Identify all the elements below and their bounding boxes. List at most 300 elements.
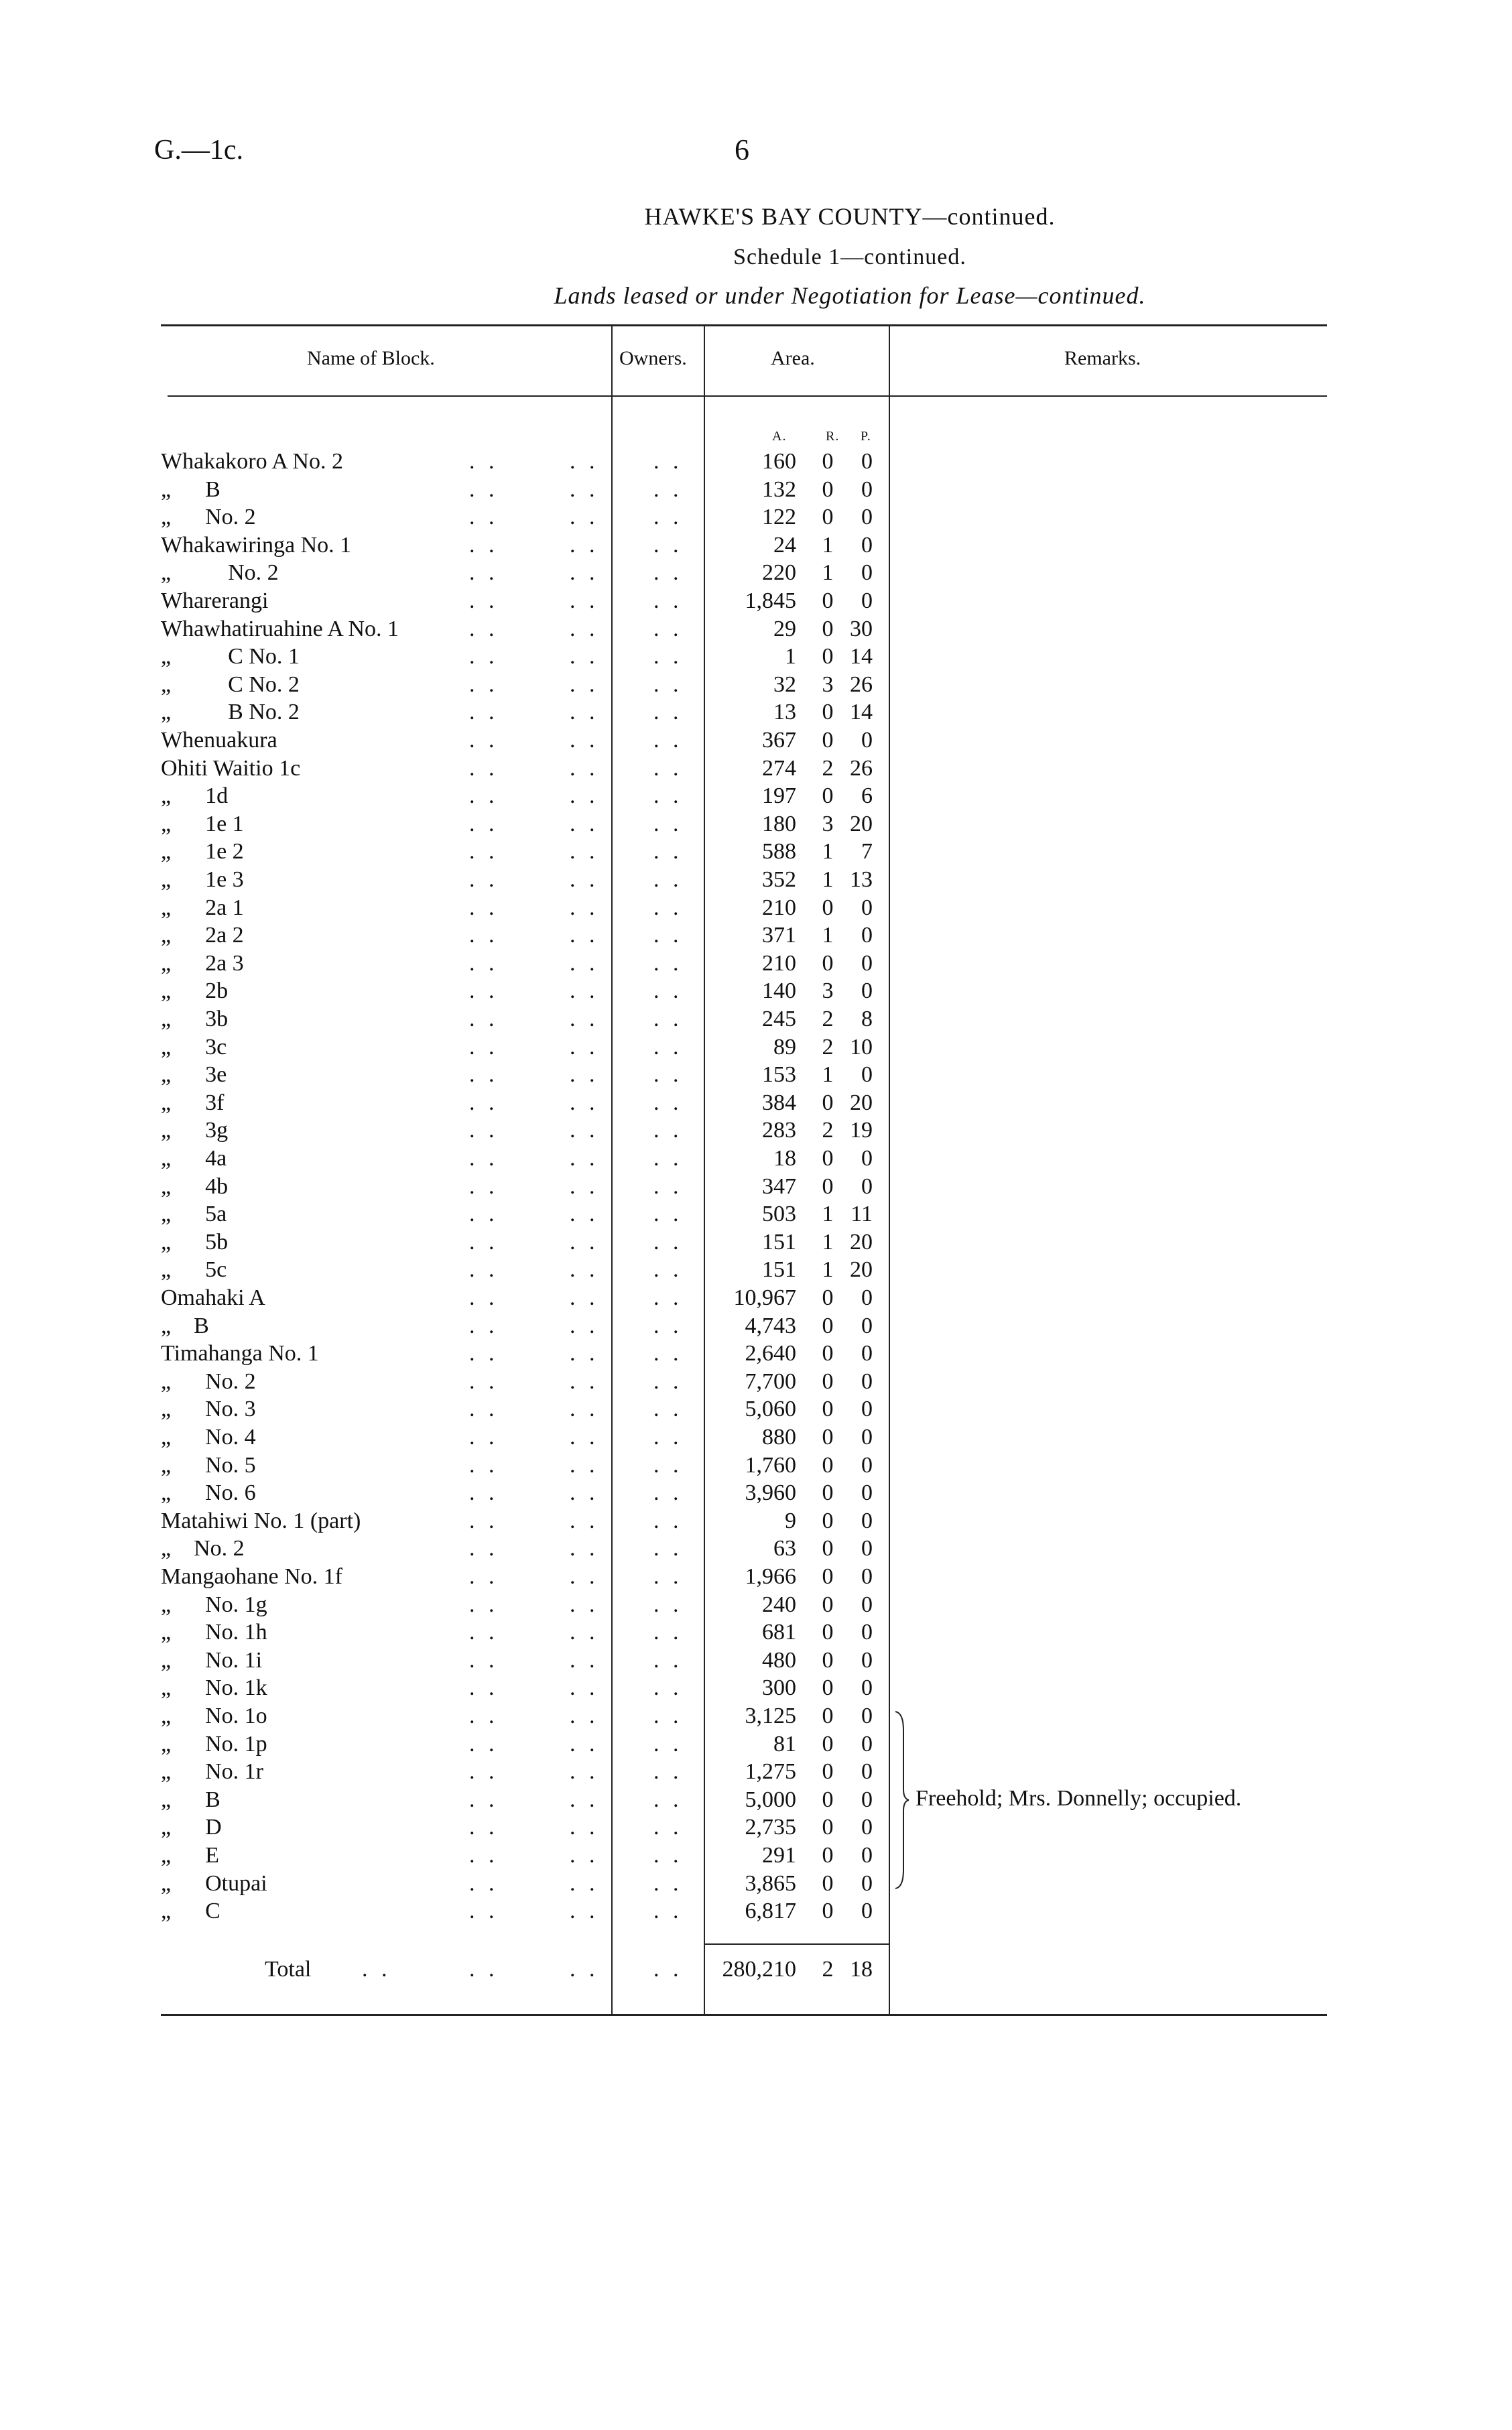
leader-dots: . . xyxy=(469,1368,499,1394)
leader-dots: . . xyxy=(570,1034,599,1060)
perches-value: 0 xyxy=(861,1425,873,1450)
leader-dots: . . xyxy=(570,811,599,836)
leader-dots: . . xyxy=(653,616,683,641)
block-name: „ 5a xyxy=(161,1202,227,1227)
leader-dots: . . xyxy=(653,1313,683,1338)
perches-value: 0 xyxy=(861,1899,873,1924)
roods-value: 0 xyxy=(822,505,834,530)
block-name: „ 2a 3 xyxy=(161,950,244,976)
leader-dots: . . xyxy=(653,700,683,725)
perches-value: 0 xyxy=(861,449,873,474)
leader-dots: . . xyxy=(469,616,499,641)
acres-value: 151 xyxy=(762,1257,796,1283)
leader-dots: . . xyxy=(570,1592,599,1617)
block-name: „ C xyxy=(161,1899,220,1924)
perches-value: 0 xyxy=(861,1759,873,1785)
leader-dots: . . xyxy=(570,1425,599,1450)
leader-dots: . . xyxy=(469,1870,499,1896)
table-row xyxy=(0,1732,1512,1760)
table-row xyxy=(0,700,1512,728)
perches-value: 0 xyxy=(861,1704,873,1728)
leader-dots: . . xyxy=(653,644,683,669)
table-row xyxy=(0,1453,1512,1481)
block-name: Whenuakura xyxy=(161,728,277,753)
leader-dots: . . xyxy=(570,644,599,669)
leader-dots: . . xyxy=(653,1368,683,1394)
roods-value: 0 xyxy=(822,1647,834,1673)
perches-subheader: P. xyxy=(861,429,871,444)
roods-value: 3 xyxy=(822,672,834,697)
acres-value: 3,960 xyxy=(745,1480,796,1506)
acres-value: 3,125 xyxy=(745,1704,796,1728)
leader-dots: . . xyxy=(469,1759,499,1785)
perches-value: 0 xyxy=(861,1536,873,1561)
leader-dots: . . xyxy=(570,895,599,920)
roods-value: 0 xyxy=(822,1480,834,1506)
roods-value: 1 xyxy=(822,1257,834,1283)
leader-dots: . . xyxy=(469,1007,499,1031)
block-name: Whakakoro A No. 2 xyxy=(161,449,343,474)
table-row xyxy=(0,812,1512,840)
roods-value: 0 xyxy=(822,700,834,725)
leader-dots: . . xyxy=(570,1731,599,1756)
table-row xyxy=(0,1480,1512,1509)
roods-value: 2 xyxy=(822,755,834,781)
perches-value: 0 xyxy=(861,588,873,613)
acres-value: 588 xyxy=(762,839,796,865)
table-row xyxy=(0,1425,1512,1453)
block-name: Whawhatiruahine A No. 1 xyxy=(161,616,399,641)
leader-dots: . . xyxy=(653,1257,683,1283)
leader-dots: . . xyxy=(469,1341,499,1366)
leader-dots: . . xyxy=(653,1146,683,1171)
leader-dots: . . xyxy=(469,505,499,530)
leader-dots: . . xyxy=(469,1843,499,1868)
leader-dots: . . xyxy=(653,1787,683,1812)
table-row xyxy=(0,672,1512,700)
perches-value: 30 xyxy=(850,616,873,641)
leader-dots: . . xyxy=(469,1731,499,1756)
block-name: Matahiwi No. 1 (part) xyxy=(161,1508,361,1533)
table-row xyxy=(0,783,1512,812)
block-name: „ No. 2 xyxy=(161,1368,256,1394)
acres-value: 1,760 xyxy=(745,1452,796,1478)
leader-dots: . . xyxy=(570,1536,599,1561)
leader-dots: . . xyxy=(469,1899,499,1924)
leader-dots: . . xyxy=(653,1620,683,1645)
acres-value: 2,735 xyxy=(745,1815,796,1840)
acres-value: 274 xyxy=(762,755,796,781)
perches-value: 20 xyxy=(850,1229,873,1255)
roods-value: 0 xyxy=(822,1620,834,1645)
acres-value: 81 xyxy=(773,1731,796,1756)
leader-dots: . . xyxy=(570,1620,599,1645)
leader-dots: . . xyxy=(469,1173,499,1199)
total-top-rule xyxy=(704,1943,890,1945)
roods-value: 0 xyxy=(822,1536,834,1561)
leader-dots: . . xyxy=(469,867,499,892)
leader-dots: . . xyxy=(653,1564,683,1589)
table-row xyxy=(0,1509,1512,1537)
roods-value: 0 xyxy=(822,1731,834,1756)
perches-value: 0 xyxy=(861,1173,873,1199)
acres-value: 5,000 xyxy=(745,1787,796,1812)
roods-value: 0 xyxy=(822,728,834,753)
leader-dots: . . xyxy=(570,1146,599,1171)
table-row xyxy=(0,1090,1512,1118)
table-row xyxy=(0,1815,1512,1843)
leader-dots: . . xyxy=(570,560,599,586)
perches-value: 0 xyxy=(861,1480,873,1506)
block-name: „ No. 1p xyxy=(161,1731,267,1756)
table-row xyxy=(0,978,1512,1007)
leader-dots: . . xyxy=(570,728,599,753)
perches-value: 0 xyxy=(861,1341,873,1366)
leader-dots: . . xyxy=(469,1787,499,1812)
perches-value: 14 xyxy=(850,700,873,725)
table-row xyxy=(0,1759,1512,1787)
leader-dots: . . xyxy=(570,1480,599,1506)
perches-value: 0 xyxy=(861,1787,873,1812)
leader-dots: . . xyxy=(653,1007,683,1031)
leader-dots: . . xyxy=(570,476,599,502)
leader-dots: . . xyxy=(469,950,499,976)
leader-dots: . . xyxy=(570,783,599,809)
block-name: „ No. 1h xyxy=(161,1620,267,1645)
acres-value: 503 xyxy=(762,1202,796,1227)
acres-value: 4,743 xyxy=(745,1313,796,1338)
perches-value: 0 xyxy=(861,1508,873,1533)
block-name: „ No. 1g xyxy=(161,1592,267,1617)
leader-dots: . . xyxy=(469,1508,499,1533)
leader-dots: . . xyxy=(653,867,683,892)
leader-dots: . . xyxy=(570,1452,599,1478)
block-name: „ 2a 1 xyxy=(161,895,244,920)
perches-value: 11 xyxy=(850,1202,873,1227)
leader-dots: . . xyxy=(570,867,599,892)
acres-value: 1,966 xyxy=(745,1564,796,1589)
acres-value: 63 xyxy=(773,1536,796,1561)
leader-dots: . . xyxy=(570,1870,599,1896)
roods-value: 0 xyxy=(822,783,834,809)
block-name: „ No. 3 xyxy=(161,1397,256,1422)
roods-value: 1 xyxy=(822,560,834,586)
roods-value: 0 xyxy=(822,588,834,613)
leader-dots: . . xyxy=(469,978,499,1004)
acres-value: 13 xyxy=(773,700,796,725)
table-row xyxy=(0,1704,1512,1732)
leader-dots: . . xyxy=(469,476,499,502)
leader-dots: . . xyxy=(570,1843,599,1868)
table-row xyxy=(0,1620,1512,1648)
total-dots: . . xyxy=(362,1957,391,1982)
total-perches: 18 xyxy=(850,1957,873,1982)
block-name: Timahanga No. 1 xyxy=(161,1341,319,1366)
leader-dots: . . xyxy=(570,1647,599,1673)
acres-value: 32 xyxy=(773,672,796,697)
table-row xyxy=(0,1397,1512,1425)
block-name: „ No. 2 xyxy=(161,560,279,586)
owners-column-header: Owners. xyxy=(619,347,687,369)
table-row xyxy=(0,1146,1512,1174)
roods-value: 0 xyxy=(822,1285,834,1310)
roods-value: 0 xyxy=(822,616,834,641)
leader-dots: . . xyxy=(469,1313,499,1338)
document-reference: G.—1c. xyxy=(154,135,243,166)
acres-value: 291 xyxy=(762,1843,796,1868)
leader-dots: . . xyxy=(469,839,499,865)
perches-value: 0 xyxy=(861,476,873,502)
acres-subheader: A. xyxy=(772,429,787,444)
block-name: „ No. 6 xyxy=(161,1480,256,1506)
leader-dots: . . xyxy=(469,1704,499,1728)
perches-value: 20 xyxy=(850,811,873,836)
total-acres: 280,210 xyxy=(722,1957,796,1982)
table-row xyxy=(0,1787,1512,1815)
perches-value: 0 xyxy=(861,1397,873,1422)
block-name: „ No. 1i xyxy=(161,1647,263,1673)
leader-dots: . . xyxy=(469,532,499,558)
block-name: Mangaohane No. 1f xyxy=(161,1564,342,1589)
roods-value: 0 xyxy=(822,1313,834,1338)
perches-value: 0 xyxy=(861,728,873,753)
acres-value: 3,865 xyxy=(745,1870,796,1896)
leader-dots: . . xyxy=(570,1285,599,1310)
table-row xyxy=(0,1871,1512,1899)
perches-value: 0 xyxy=(861,950,873,976)
leader-dots: . . xyxy=(653,1425,683,1450)
schedule-title: Schedule 1—continued. xyxy=(733,245,966,269)
acres-value: 1,275 xyxy=(745,1759,796,1785)
leader-dots: . . xyxy=(653,1341,683,1366)
county-title: HAWKE'S BAY COUNTY—continued. xyxy=(644,203,1056,230)
acres-value: 160 xyxy=(762,449,796,474)
perches-value: 0 xyxy=(861,1870,873,1896)
table-row xyxy=(0,533,1512,561)
block-name: „ 1e 1 xyxy=(161,811,244,836)
leader-dots: . . xyxy=(653,1899,683,1924)
acres-value: 24 xyxy=(773,532,796,558)
leader-dots: . . xyxy=(653,1592,683,1617)
roods-value: 0 xyxy=(822,1173,834,1199)
perches-value: 0 xyxy=(861,1647,873,1673)
acres-value: 122 xyxy=(762,505,796,530)
area-column-header: Area. xyxy=(771,347,815,369)
roods-value: 1 xyxy=(822,1229,834,1255)
block-name: „ D xyxy=(161,1815,222,1840)
leader-dots: . . xyxy=(570,505,599,530)
leader-dots: . . xyxy=(570,1397,599,1422)
perches-value: 0 xyxy=(861,1731,873,1756)
perches-value: 0 xyxy=(861,505,873,530)
table-row xyxy=(0,951,1512,979)
leader-dots: . . xyxy=(469,449,499,474)
roods-value: 3 xyxy=(822,811,834,836)
roods-value: 0 xyxy=(822,449,834,474)
leader-dots: . . xyxy=(469,1592,499,1617)
name-column-header: Name of Block. xyxy=(307,347,435,369)
table-row xyxy=(0,923,1512,951)
leader-dots: . . xyxy=(469,1229,499,1255)
leader-dots: . . xyxy=(570,950,599,976)
leader-dots: . . xyxy=(653,1229,683,1255)
acres-value: 352 xyxy=(762,867,796,892)
block-name: „ B No. 2 xyxy=(161,700,300,725)
table-row xyxy=(0,1648,1512,1676)
roods-value: 2 xyxy=(822,1007,834,1031)
leader-dots: . . xyxy=(653,560,683,586)
leader-dots: . . xyxy=(469,672,499,697)
leader-dots: . . xyxy=(653,449,683,474)
perches-value: 0 xyxy=(861,532,873,558)
leader-dots: . . xyxy=(570,1704,599,1728)
roods-value: 0 xyxy=(822,1564,834,1589)
acres-value: 367 xyxy=(762,728,796,753)
page-number: 6 xyxy=(735,133,749,166)
block-name: „ B xyxy=(161,1313,209,1338)
leader-dots: . . xyxy=(570,1313,599,1338)
block-name: Ohiti Waitio 1c xyxy=(161,755,301,781)
leader-dots: . . xyxy=(653,1285,683,1310)
block-name: „ 5b xyxy=(161,1229,229,1255)
block-name: „ E xyxy=(161,1843,219,1868)
leader-dots: . . xyxy=(469,1285,499,1310)
acres-value: 18 xyxy=(773,1146,796,1171)
acres-value: 7,700 xyxy=(745,1368,796,1394)
acres-value: 245 xyxy=(762,1007,796,1031)
table-row xyxy=(0,1314,1512,1342)
acres-value: 29 xyxy=(773,616,796,641)
leader-dots: . . xyxy=(570,672,599,697)
roods-value: 0 xyxy=(822,1675,834,1701)
table-row xyxy=(0,505,1512,533)
perches-value: 0 xyxy=(861,1452,873,1478)
leader-dots: . . xyxy=(653,1090,683,1115)
block-name: „ 4a xyxy=(161,1146,227,1171)
leader-dots: . . xyxy=(653,1480,683,1506)
roods-value: 1 xyxy=(822,839,834,865)
perches-value: 6 xyxy=(861,783,873,809)
table-row xyxy=(0,1118,1512,1146)
table-row xyxy=(0,1062,1512,1090)
leader-dots: . . xyxy=(570,1062,599,1088)
leader-dots: . . xyxy=(469,1257,499,1283)
table-row xyxy=(0,1230,1512,1258)
acres-value: 480 xyxy=(762,1647,796,1673)
perches-value: 0 xyxy=(861,1592,873,1617)
perches-value: 19 xyxy=(850,1118,873,1143)
perches-value: 0 xyxy=(861,1815,873,1840)
leader-dots: . . xyxy=(570,755,599,781)
block-name: „ No. 2 xyxy=(161,1536,245,1561)
block-name: „ 1e 3 xyxy=(161,867,244,892)
roods-value: 0 xyxy=(822,1899,834,1924)
acres-value: 10,967 xyxy=(733,1285,796,1310)
leader-dots: . . xyxy=(653,1397,683,1422)
perches-value: 10 xyxy=(850,1034,873,1060)
block-name: „ C No. 2 xyxy=(161,672,300,697)
leader-dots: . . xyxy=(653,811,683,836)
roods-subheader: R. xyxy=(826,429,840,444)
leader-dots: . . xyxy=(469,1815,499,1840)
roods-value: 0 xyxy=(822,1870,834,1896)
leader-dots: . . xyxy=(469,1647,499,1673)
table-row xyxy=(0,895,1512,923)
table-bottom-rule xyxy=(161,2014,1327,2016)
acres-value: 6,817 xyxy=(745,1899,796,1924)
perches-value: 0 xyxy=(861,1620,873,1645)
roods-value: 0 xyxy=(822,1368,834,1394)
perches-value: 0 xyxy=(861,1843,873,1868)
table-top-rule xyxy=(161,324,1327,326)
table-row xyxy=(0,756,1512,784)
leader-dots: . . xyxy=(469,923,499,948)
block-name: „ 5c xyxy=(161,1257,227,1283)
block-name: Whakawiringa No. 1 xyxy=(161,532,352,558)
table-row xyxy=(0,1564,1512,1592)
leader-dots: . . xyxy=(653,950,683,976)
table-row xyxy=(0,1202,1512,1230)
table-row xyxy=(0,644,1512,672)
leader-dots: . . xyxy=(469,1536,499,1561)
leader-dots: . . xyxy=(469,783,499,809)
roods-value: 0 xyxy=(822,1341,834,1366)
table-row xyxy=(0,449,1512,477)
roods-value: 0 xyxy=(822,1704,834,1728)
perches-value: 0 xyxy=(861,1564,873,1589)
leader-dots: . . xyxy=(469,700,499,725)
leader-dots: . . xyxy=(570,1090,599,1115)
acres-value: 140 xyxy=(762,978,796,1004)
table-row xyxy=(0,1843,1512,1871)
perches-value: 26 xyxy=(850,755,873,781)
block-name: „ C No. 1 xyxy=(161,644,300,669)
leader-dots: . . xyxy=(653,755,683,781)
leader-dots: . . xyxy=(570,1173,599,1199)
acres-value: 240 xyxy=(762,1592,796,1617)
leader-dots: . . xyxy=(469,1452,499,1478)
block-name: Wharerangi xyxy=(161,588,269,613)
leader-dots: . . xyxy=(570,1899,599,1924)
perches-value: 26 xyxy=(850,672,873,697)
table-row xyxy=(0,1369,1512,1397)
acres-value: 153 xyxy=(762,1062,796,1088)
acres-value: 89 xyxy=(773,1034,796,1060)
table-row xyxy=(0,588,1512,617)
acres-value: 1 xyxy=(785,644,796,669)
roods-value: 1 xyxy=(822,923,834,948)
leader-dots: . . xyxy=(469,811,499,836)
block-name: „ No. 4 xyxy=(161,1425,256,1450)
roods-value: 1 xyxy=(822,1062,834,1088)
block-name: „ No. 1k xyxy=(161,1675,267,1701)
leader-dots: . . xyxy=(653,1675,683,1701)
leader-dots: . . xyxy=(653,588,683,613)
block-name: „ No. 1r xyxy=(161,1759,263,1785)
block-name: „ 3f xyxy=(161,1090,225,1115)
block-name: „ 3g xyxy=(161,1118,229,1143)
roods-value: 1 xyxy=(822,867,834,892)
block-name: „ No. 1o xyxy=(161,1704,267,1728)
acres-value: 880 xyxy=(762,1425,796,1450)
perches-value: 20 xyxy=(850,1257,873,1283)
roods-value: 0 xyxy=(822,950,834,976)
table-row xyxy=(0,1174,1512,1202)
roods-value: 0 xyxy=(822,1425,834,1450)
total-label: Total xyxy=(265,1957,312,1982)
leader-dots: . . xyxy=(653,1731,683,1756)
leader-dots: . . xyxy=(570,978,599,1004)
